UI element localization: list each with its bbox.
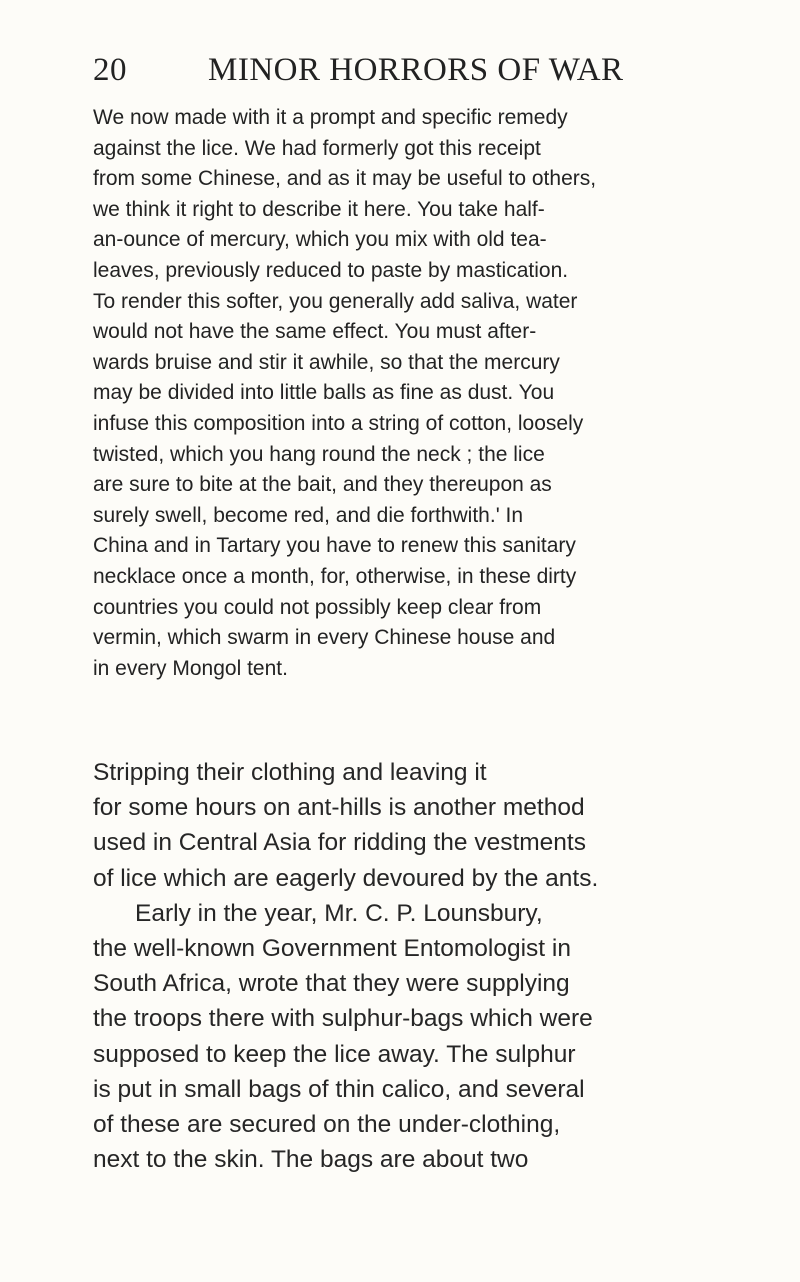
text-line: necklace once a month, for, otherwise, in these dirty [93, 564, 577, 588]
paragraph-start-line: Early in the year, Mr. C. P. Lounsbury, [135, 899, 543, 927]
text-line: the troops there with sulphur-bags which were [93, 1005, 593, 1033]
text-line: vermin, which swarm in every Chinese house and [93, 626, 556, 650]
text-line: twisted, which you hang round the neck ; the lice [93, 442, 545, 466]
text-line: wards bruise and stir it awhile, so that the mercury [93, 350, 560, 374]
text-line: next to the skin. The bags are about two [93, 1146, 529, 1174]
quoted-passage [93, 103, 733, 684]
text-line: To render this softer, you generally add saliva, water [93, 289, 578, 313]
text-line: used in Central Asia for ridding the vestments [93, 829, 586, 857]
text-line: Stripping their clothing and leaving it [93, 759, 487, 786]
text-line: We now made with it a prompt and specific remedy [93, 106, 568, 129]
text-line: is put in small bags of thin calico, and several [93, 1075, 585, 1103]
text-line: would not have the same effect. You must after- [93, 320, 537, 344]
text-line: supposed to keep the lice away. The sulphur [93, 1040, 576, 1068]
text-line: an-ounce of mercury, which you mix with old tea- [93, 228, 547, 252]
text-line: infuse this composition into a string of cotton, loosely [93, 411, 584, 435]
text-line: the well-known Government Entomologist in [93, 935, 571, 963]
text-line: countries you could not possibly keep clear from [93, 595, 542, 619]
text-line: may be divided into little balls as fine as dust. You [93, 381, 555, 405]
main-passage [93, 755, 733, 1177]
text-line: in every Mongol tent. [93, 656, 288, 680]
text-line: of lice which are eagerly devoured by the ants. [93, 864, 599, 892]
text-line: for some hours on ant-hills is another method [93, 794, 585, 822]
text-line: South Africa, wrote that they were supplying [93, 970, 570, 998]
text-line: against the lice. We had formerly got this receipt [93, 136, 541, 160]
text-line: of these are secured on the under-clothing, [93, 1111, 561, 1139]
text-line: are sure to bite at the bait, and they thereupon as [93, 473, 552, 497]
text-line: we think it right to describe it here. You take half- [93, 197, 545, 221]
text-line: leaves, previously reduced to paste by mastication. [93, 258, 569, 282]
running-title: MINOR HORRORS OF WAR [208, 52, 624, 88]
page-number: 20 [93, 52, 127, 88]
text-line: China and in Tartary you have to renew this sanitary [93, 534, 576, 558]
running-head [93, 52, 733, 92]
text-line: surely swell, become red, and die forthwith.' In [93, 503, 524, 527]
text-line: from some Chinese, and as it may be useful to others, [93, 167, 597, 191]
